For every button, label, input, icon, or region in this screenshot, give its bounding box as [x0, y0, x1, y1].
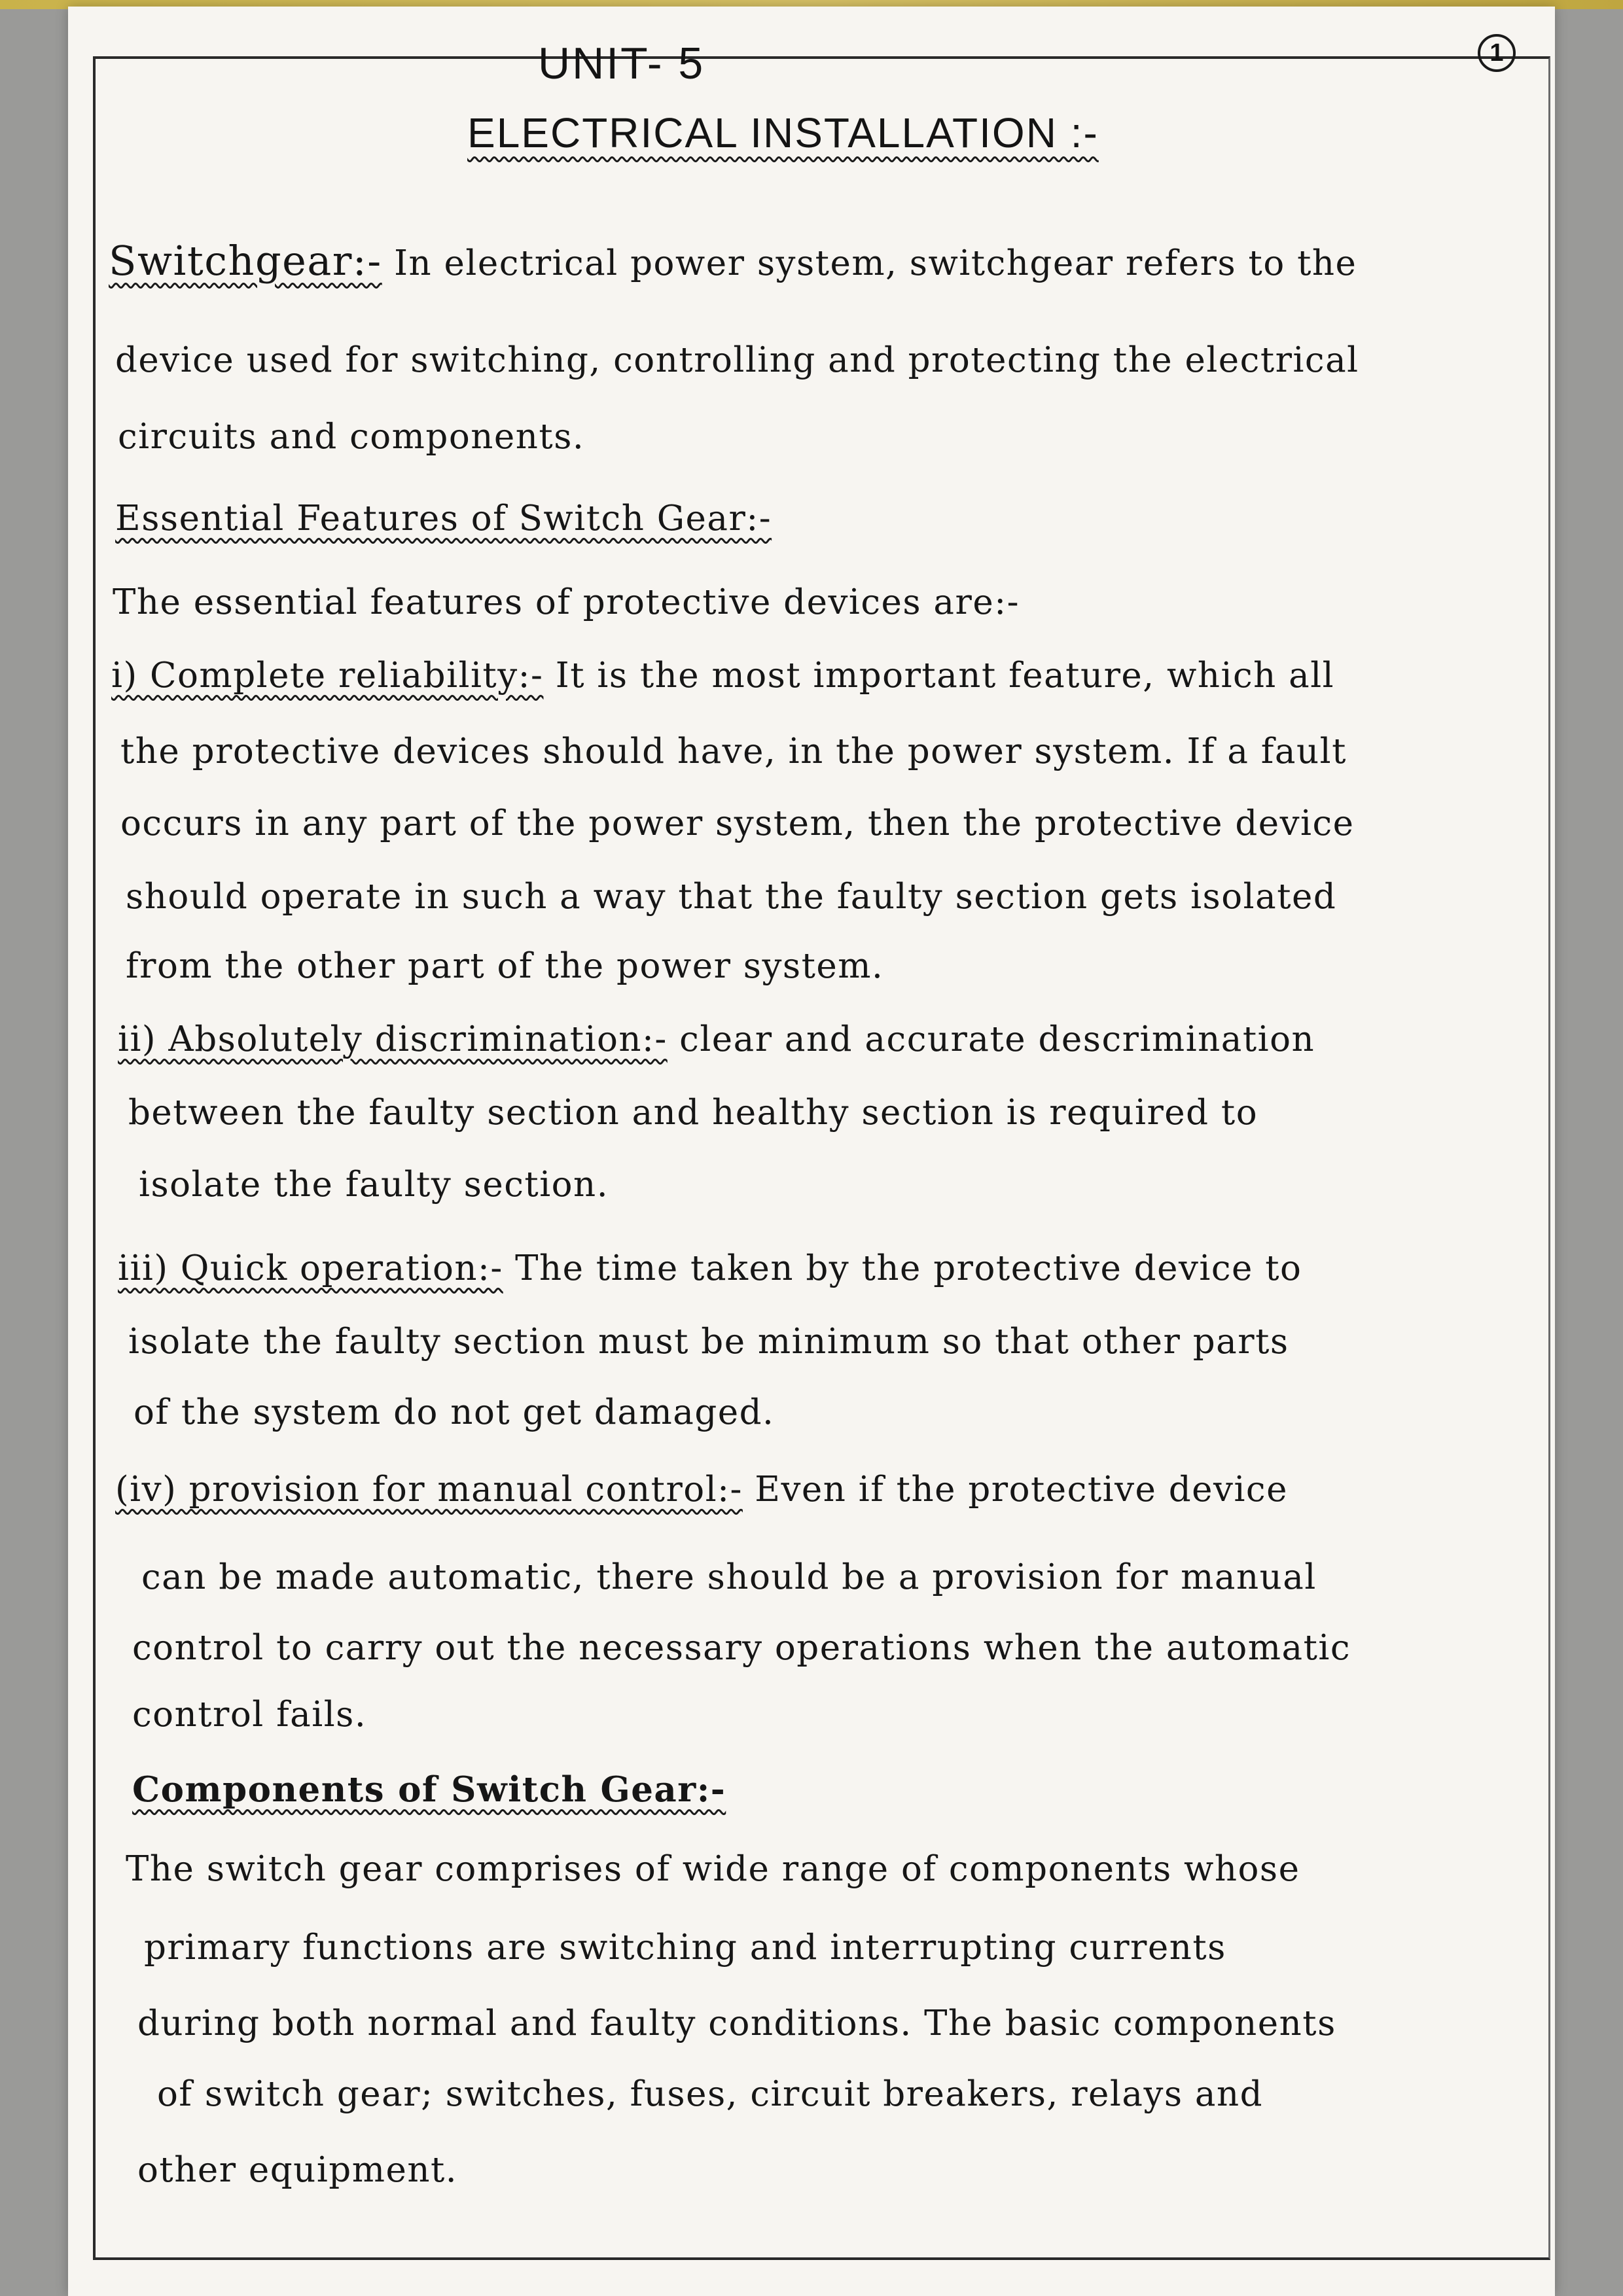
switchgear-definition-line-2: device used for switching, controlling and protecting the electrical — [115, 340, 1359, 380]
feature-2-line-2: between the faulty section and healthy section is required to — [128, 1093, 1258, 1133]
feature-1-line-1 — [111, 656, 1334, 696]
chapter-title: ELECTRICAL INSTALLATION :- — [467, 109, 1099, 156]
feature-3-line-3: of the system do not get damaged. — [134, 1392, 775, 1432]
feature-3-label: iii) Quick operation:- — [118, 1248, 503, 1288]
feature-4-line-4: control fails. — [132, 1695, 367, 1735]
feature-1-line-5: from the other part of the power system. — [126, 946, 884, 986]
components-line-1: The switch gear comprises of wide range of components whose — [126, 1849, 1300, 1889]
feature-2-text: clear and accurate descrimination — [679, 1019, 1315, 1059]
feature-1-line-2: the protective devices should have, in the power system. If a fault — [120, 732, 1347, 771]
feature-1-text: It is the most important feature, which all — [555, 656, 1335, 696]
components-line-5: other equipment. — [137, 2150, 458, 2190]
switchgear-text: In electrical power system, switchgear refers to the — [394, 243, 1357, 283]
feature-2-label: ii) Absolutely discrimination:- — [118, 1019, 668, 1059]
feature-1-line-4: should operate in such a way that the faulty section gets isolated — [126, 877, 1337, 917]
essential-features-intro: The essential features of protective devices are:- — [113, 582, 1020, 622]
notebook-page — [68, 7, 1555, 2296]
feature-1-label: i) Complete reliability:- — [111, 656, 544, 696]
feature-4-label: (iv) provision for manual control:- — [115, 1470, 743, 1510]
components-line-4: of switch gear; switches, fuses, circuit breakers, relays and — [157, 2074, 1264, 2114]
feature-4-line-3: control to carry out the necessary operations when the automatic — [132, 1628, 1351, 1668]
feature-2-line-3: isolate the faulty section. — [139, 1165, 609, 1205]
components-heading: Components of Switch Gear:- — [132, 1769, 726, 1810]
page-number: 1 — [1478, 34, 1516, 72]
feature-4-line-1 — [115, 1470, 1288, 1510]
components-line-2: primary functions are switching and interrupting currents — [144, 1928, 1226, 1968]
components-line-3: during both normal and faulty conditions. The basic components — [137, 2004, 1336, 2043]
switchgear-term: Switchgear:- — [109, 237, 382, 285]
feature-2-line-1 — [118, 1019, 1315, 1059]
feature-3-text: The time taken by the protective device to — [515, 1248, 1302, 1288]
feature-3-line-2: isolate the faulty section must be minimum so that other parts — [128, 1322, 1289, 1362]
switchgear-definition-line-3: circuits and components. — [118, 417, 585, 457]
unit-title: UNIT- 5 — [538, 39, 705, 88]
switchgear-definition-line-1 — [109, 237, 1357, 285]
feature-3-line-1 — [118, 1248, 1302, 1288]
feature-4-line-2: can be made automatic, there should be a provision for manual — [141, 1557, 1317, 1597]
feature-4-text: Even if the protective device — [755, 1470, 1288, 1510]
feature-1-line-3: occurs in any part of the power system, then the protective device — [120, 804, 1355, 843]
essential-features-heading: Essential Features of Switch Gear:- — [115, 499, 772, 539]
